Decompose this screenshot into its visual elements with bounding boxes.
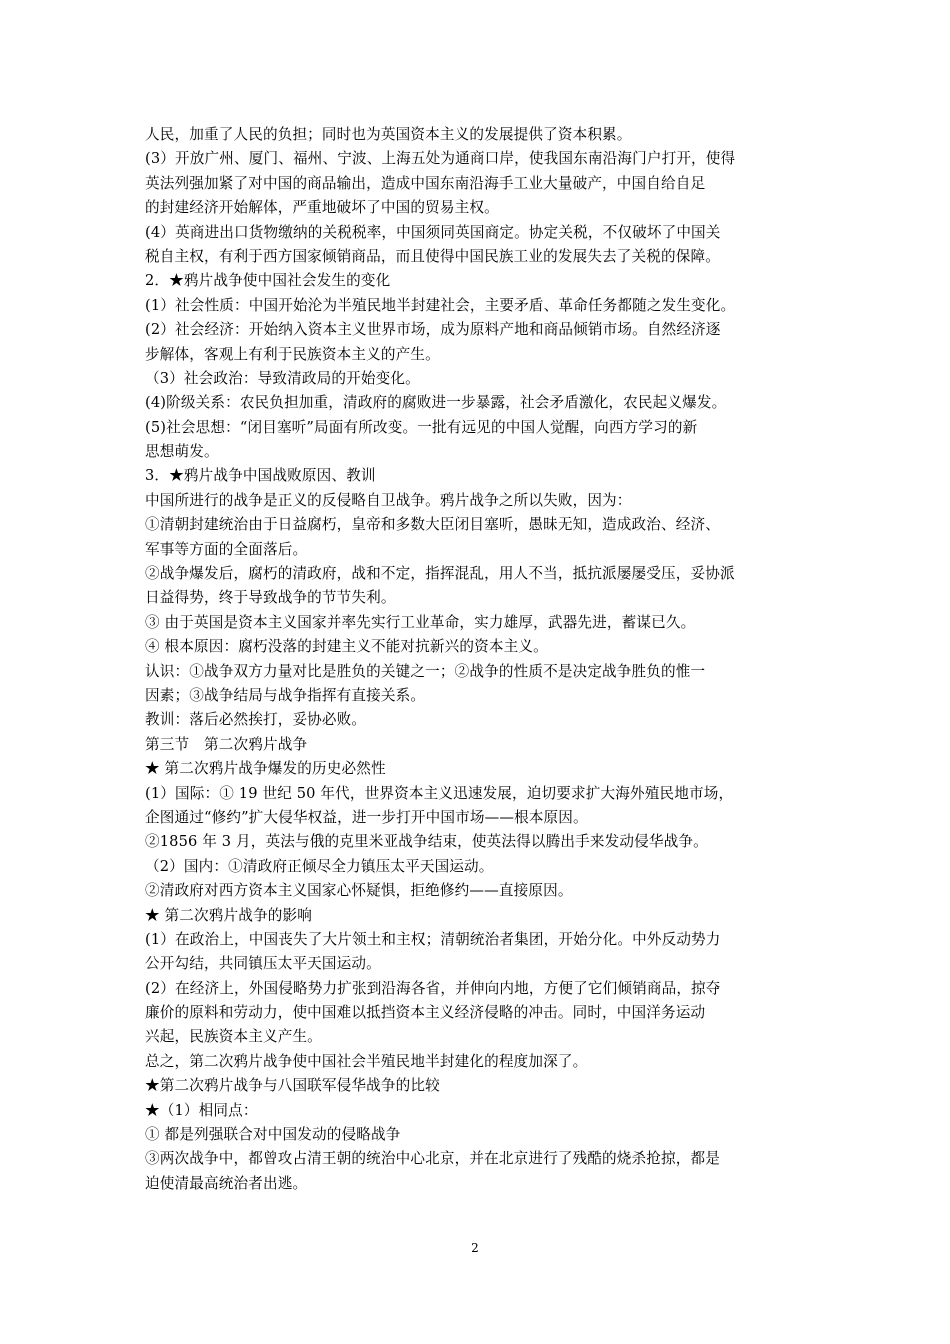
text-line: 总之，第二次鸦片战争使中国社会半殖民地半封建化的程度加深了。 <box>145 1052 588 1070</box>
section-heading: 2．★鸦片战争使中国社会发生的变化 <box>145 272 391 290</box>
text-line: 廉价的原料和劳动力，使中国难以抵挡资本主义经济侵略的冲击。同时，中国洋务运动 <box>145 1004 706 1022</box>
text-line: 英法列强加紧了对中国的商品输出，造成中国东南沿海手工业大量破产，中国自给自足 <box>145 174 706 192</box>
section-heading: ★ 第二次鸦片战争的影响 <box>145 906 312 924</box>
section-heading: ★ 第二次鸦片战争爆发的历史必然性 <box>145 760 386 778</box>
section-heading: ★第二次鸦片战争与八国联军侵华战争的比较 <box>145 1077 440 1095</box>
text-line: 因素；③战争结局与战争指挥有直接关系。 <box>145 686 426 704</box>
text-line: 税自主权，有利于西方国家倾销商品，而且使得中国民族工业的发展失去了关税的保障。 <box>145 247 721 265</box>
text-line: (3）开放广州、厦门、福州、宁波、上海五处为通商口岸，使我国东南沿海门户打开，使得 <box>145 150 736 168</box>
text-line: ③ 由于英国是资本主义国家并率先实行工业革命，实力雄厚，武器先进，蓄谋已久。 <box>145 613 696 631</box>
text-line: 军事等方面的全面落后。 <box>145 540 308 558</box>
text-line: (1）在政治上，中国丧失了大片领土和主权；清朝统治者集团，开始分化。中外反动势力 <box>145 930 721 948</box>
text-line: 认识：①战争双方力量对比是胜负的关键之一；②战争的性质不是决定战争胜负的惟一 <box>145 662 706 680</box>
text-line: ①清朝封建统治由于日益腐朽，皇帝和多数大臣闭目塞听，愚昧无知，造成政治、经济、 <box>145 516 721 534</box>
text-line: 教训：落后必然挨打，妥协必败。 <box>145 711 367 729</box>
text-line: 步解体，客观上有利于民族资本主义的产生。 <box>145 345 440 363</box>
text-line: 的封建经济开始解体，严重地破坏了中国的贸易主权。 <box>145 199 499 217</box>
text-line: ④ 根本原因：腐朽没落的封建主义不能对抗新兴的资本主义。 <box>145 638 548 656</box>
text-line: 日益得势，终于导致战争的节节失利。 <box>145 589 396 607</box>
text-line: (1）社会性质：中国开始沦为半殖民地半封建社会，主要矛盾、革命任务都随之发生变化。 <box>145 296 736 314</box>
text-line: 中国所进行的战争是正义的反侵略自卫战争。鸦片战争之所以失败，因为： <box>145 491 632 509</box>
text-line: 迫使清最高统治者出逃。 <box>145 1174 308 1192</box>
text-line: (2）社会经济：开始纳入资本主义世界市场，成为原料产地和商品倾销市场。自然经济逐 <box>145 321 721 339</box>
text-line: (5)社会思想：“闭目塞听”局面有所改变。一批有远见的中国人觉醒，向西方学习的新 <box>145 418 698 436</box>
section-heading: ★（1）相同点： <box>145 1101 258 1119</box>
text-line: ③两次战争中，都曾攻占清王朝的统治中心北京，并在北京进行了残酷的烧杀抢掠，都是 <box>145 1150 721 1168</box>
text-line: 公开勾结，共同镇压太平天国运动。 <box>145 955 381 973</box>
section-heading: 第三节 第二次鸦片战争 <box>145 735 308 753</box>
text-line: (1）国际：① 19 世纪 50 年代，世界资本主义迅速发展，迫切要求扩大海外殖民地市场， <box>145 784 734 802</box>
text-line: (4)阶级关系：农民负担加重，清政府的腐败进一步暴露，社会矛盾激化，农民起义爆发。 <box>145 394 727 412</box>
text-line: （3）社会政治：导致清政局的开始变化。 <box>145 369 420 387</box>
text-line: （2）国内：①清政府正倾尽全力镇压太平天国运动。 <box>145 857 494 875</box>
text-line: (4）英商进出口货物缴纳的关税税率，中国须同英国商定。协定关税，不仅破坏了中国关 <box>145 223 721 241</box>
text-line: 人民，加重了人民的负担；同时也为英国资本主义的发展提供了资本积累。 <box>145 126 632 143</box>
text-line: 企图通过“修约”扩大侵华权益，进一步打开中国市场——根本原因。 <box>145 808 588 826</box>
text-line: ②清政府对西方资本主义国家心怀疑惧，拒绝修约——直接原因。 <box>145 882 573 900</box>
text-line: ②1856 年 3 月，英法与俄的克里米亚战争结束，使英法得以腾出手来发动侵华战争。 <box>145 833 708 851</box>
text-line: 思想萌发。 <box>145 443 219 461</box>
text-line: (2）在经济上，外国侵略势力扩张到沿海各省，并伸向内地，方便了它们倾销商品，掠夺 <box>145 979 721 997</box>
page-number: 2 <box>471 1241 479 1255</box>
text-line: ②战争爆发后，腐朽的清政府，战和不定，指挥混乱，用人不当，抵抗派屡屡受压，妥协派 <box>145 565 735 583</box>
document-body <box>145 123 810 1196</box>
section-heading: 3．★鸦片战争中国战败原因、教训 <box>145 467 376 485</box>
text-line: 兴起，民族资本主义产生。 <box>145 1028 322 1046</box>
text-line: ① 都是列强联合对中国发动的侵略战争 <box>145 1126 401 1144</box>
